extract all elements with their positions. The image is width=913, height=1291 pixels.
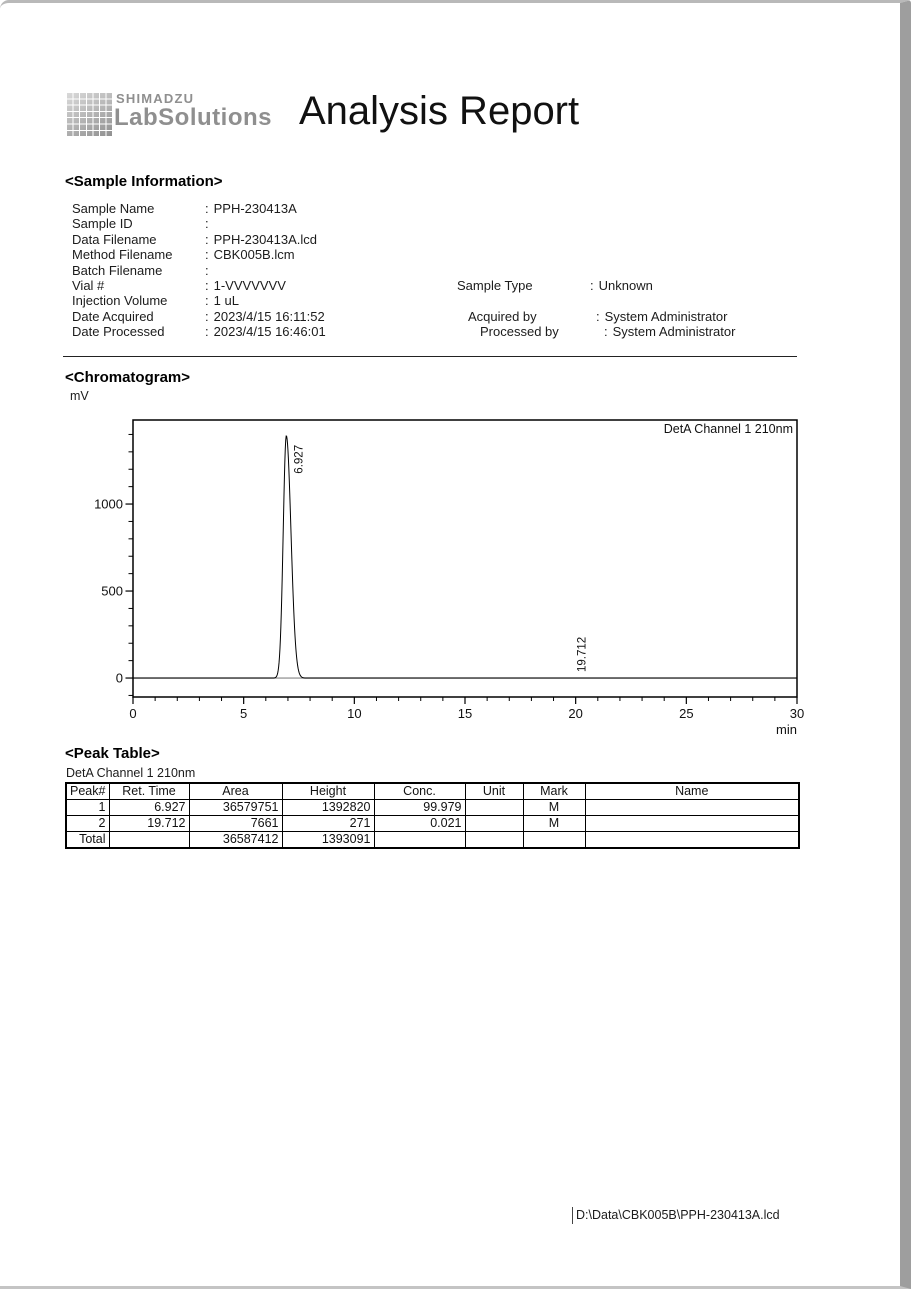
column-header: Height — [282, 783, 374, 800]
sample-info-row — [72, 247, 492, 262]
chromatogram-heading: <Chromatogram> — [65, 369, 191, 386]
x-tick-label: 25 — [679, 706, 694, 721]
separator: : — [205, 293, 209, 309]
cell-height: 271 — [282, 816, 374, 832]
table-row — [66, 800, 799, 816]
field-label: Vial # — [72, 278, 105, 293]
chromatogram-svg — [65, 388, 810, 740]
cell-unit — [465, 832, 523, 849]
cell-conc: 99.979 — [374, 800, 465, 816]
field-label: Date Acquired — [72, 308, 154, 324]
cell-name — [585, 832, 799, 849]
separator: : — [590, 278, 594, 293]
field-label: Injection Volume — [72, 293, 168, 309]
brand-name: SHIMADZU — [116, 91, 195, 106]
field-value: PPH-230413A — [213, 201, 297, 216]
separator: : — [604, 324, 608, 340]
separator: : — [205, 247, 209, 263]
peak-retention-label: 19.712 — [576, 636, 589, 673]
field-label: Data Filename — [72, 231, 157, 247]
cell-conc: 0.021 — [374, 816, 465, 832]
separator: : — [205, 308, 209, 324]
cell-peak: 2 — [66, 816, 109, 832]
cell-conc — [374, 832, 465, 849]
table-row — [66, 816, 799, 832]
sample-info-row — [480, 324, 900, 339]
sample-info-row — [72, 216, 492, 231]
sample-info-row — [72, 263, 492, 278]
y-tick-label: 1000 — [94, 496, 123, 512]
field-value — [209, 263, 214, 278]
sample-info-row — [72, 309, 492, 324]
column-header: Unit — [465, 783, 523, 800]
report-title: Analysis Report — [299, 89, 580, 133]
field-value: System Administrator — [612, 324, 736, 340]
channel-label: DetA Channel 1 210nm — [66, 766, 196, 780]
column-header: Conc. — [374, 783, 465, 800]
field-label: Acquired by — [468, 308, 537, 324]
x-tick-label: 10 — [347, 706, 362, 721]
cell-area: 36587412 — [189, 832, 282, 849]
field-value: System Administrator — [604, 308, 728, 324]
cell-peak: Total — [66, 832, 109, 849]
field-label: Method Filename — [72, 247, 173, 263]
sample-info-row — [72, 278, 492, 293]
sample-info-row — [72, 324, 492, 339]
detector-channel-label: DetA Channel 1 210nm — [663, 422, 793, 436]
cell-unit — [465, 816, 523, 832]
column-header: Peak# — [66, 783, 109, 800]
field-label: Date Processed — [72, 324, 165, 340]
separator: : — [205, 231, 209, 247]
x-tick-label: 30 — [789, 706, 805, 721]
column-header: Name — [585, 783, 799, 800]
y-tick-label: 500 — [101, 583, 123, 599]
cell-mark: M — [523, 816, 585, 832]
chromatogram-trace — [133, 436, 797, 678]
cell-name — [585, 816, 799, 832]
cell-height: 1392820 — [282, 800, 374, 816]
field-value: Unknown — [598, 278, 653, 293]
cell-mark: M — [523, 800, 585, 816]
peak-table-heading: <Peak Table> — [65, 745, 160, 762]
y-tick-label: 0 — [115, 670, 123, 686]
column-header: Ret. Time — [109, 783, 189, 800]
sample-info-row — [468, 309, 888, 324]
separator: : — [596, 308, 600, 324]
separator: : — [205, 262, 209, 278]
cell-peak: 1 — [66, 800, 109, 816]
column-header: Mark — [523, 783, 585, 800]
field-value: PPH-230413A.lcd — [213, 231, 317, 247]
peak-retention-label: 6.927 — [293, 444, 306, 474]
sample-info-row — [457, 278, 877, 293]
cell-name — [585, 800, 799, 816]
product-name: LabSolutions — [114, 104, 272, 131]
field-value: 2023/4/15 16:46:01 — [213, 324, 326, 340]
field-value: 1 uL — [213, 293, 239, 309]
field-label: Processed by — [480, 324, 559, 340]
cell-unit — [465, 800, 523, 816]
separator: : — [205, 278, 209, 293]
cell-area: 7661 — [189, 816, 282, 832]
x-tick-label: 20 — [568, 706, 583, 721]
table-header-row — [66, 783, 799, 800]
sample-info-row — [72, 293, 492, 308]
cell-ret-time: 6.927 — [109, 800, 189, 816]
separator: : — [205, 324, 209, 340]
field-label: Sample Name — [72, 201, 155, 216]
cell-ret-time: 19.712 — [109, 816, 189, 832]
sample-information-heading: <Sample Information> — [65, 173, 223, 190]
column-header: Area — [189, 783, 282, 800]
field-value: 2023/4/15 16:11:52 — [213, 308, 325, 324]
sample-info-row — [72, 201, 492, 216]
field-value: 1-VVVVVVV — [213, 278, 286, 293]
plot-box — [133, 420, 797, 697]
x-tick-label: 0 — [129, 706, 137, 721]
x-tick-label: 5 — [240, 706, 248, 721]
separator: : — [205, 216, 209, 232]
field-label: Sample ID — [72, 216, 133, 232]
field-value — [209, 216, 214, 231]
field-label: Sample Type — [457, 278, 533, 293]
data-file-path: D:\Data\CBK005B\PPH-230413A.lcd — [572, 1207, 780, 1224]
peak-table — [65, 782, 800, 849]
shimadzu-logo-grid-icon — [67, 93, 113, 137]
cell-ret-time — [109, 832, 189, 849]
x-tick-label: 15 — [457, 706, 473, 721]
sample-info-row — [72, 232, 492, 247]
cell-mark — [523, 832, 585, 849]
table-total-row — [66, 832, 799, 849]
field-label: Batch Filename — [72, 262, 163, 278]
cell-height: 1393091 — [282, 832, 374, 849]
y-axis-unit-label: mV — [70, 389, 89, 403]
field-value: CBK005B.lcm — [213, 247, 295, 263]
separator: : — [205, 201, 209, 216]
cell-area: 36579751 — [189, 800, 282, 816]
x-axis-unit-label: min — [776, 722, 797, 737]
section-divider — [63, 356, 797, 357]
